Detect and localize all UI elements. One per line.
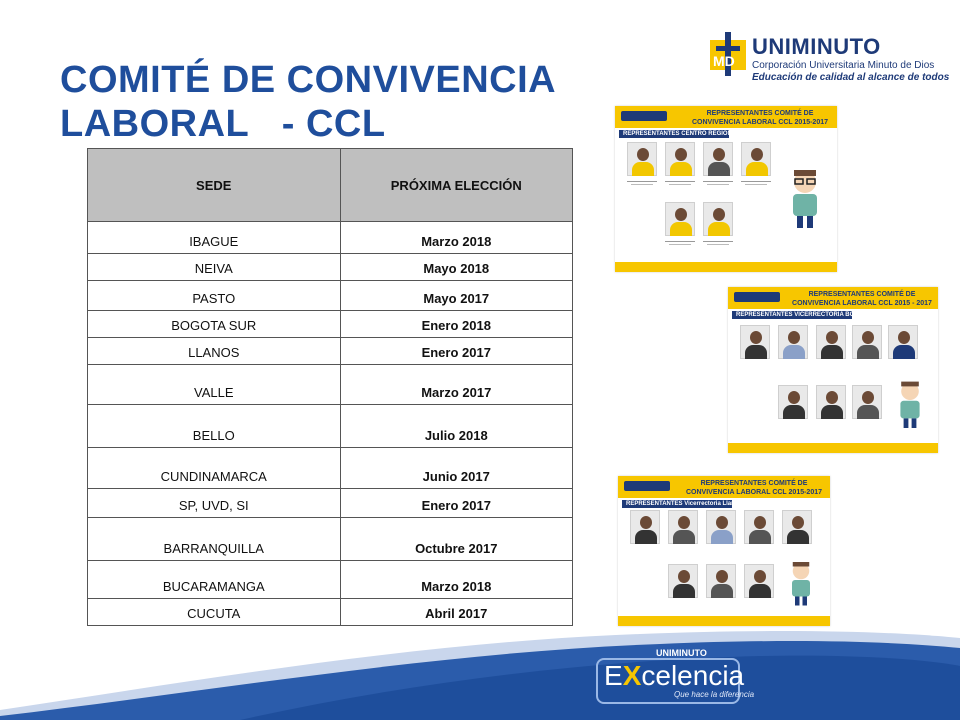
sede-cell: SP, UVD, SI xyxy=(88,489,341,518)
excelencia-x: X xyxy=(622,660,642,691)
sede-cell: CUCUTA xyxy=(88,599,341,626)
table-row xyxy=(88,311,573,338)
fecha-cell: Marzo 2018 xyxy=(340,561,572,599)
header-proxima-eleccion: PRÓXIMA ELECCIÓN xyxy=(340,149,572,222)
sede-cell: BARRANQUILLA xyxy=(88,518,341,561)
person-photo xyxy=(816,385,846,419)
fecha-cell: Enero 2018 xyxy=(340,311,572,338)
person-photo xyxy=(665,202,695,236)
person-photo xyxy=(706,564,736,598)
uniminuto-logo xyxy=(708,30,950,83)
sede-cell: NEIVA xyxy=(88,254,341,281)
fecha-cell: Mayo 2018 xyxy=(340,254,572,281)
fecha-cell: Julio 2018 xyxy=(340,405,572,448)
poster-title: REPRESENTANTES COMITÉ DE CONVIVENCIA LABORAL CCL 2015-2017 xyxy=(685,480,823,496)
table-row xyxy=(88,518,573,561)
poster-title: REPRESENTANTES COMITÉ DE CONVIVENCIA LABORAL CCL 2015 - 2017 xyxy=(792,291,932,307)
excelencia-logo xyxy=(596,648,755,708)
logo-brand: UNIMINUTO xyxy=(752,34,881,59)
person-photo xyxy=(703,142,733,176)
sede-cell: PASTO xyxy=(88,281,341,311)
person-photo xyxy=(852,385,882,419)
person-caption xyxy=(699,240,737,246)
person-photo xyxy=(782,510,812,544)
poster-section: REPRESENTANTES CENTRO REGIONAL PASTO xyxy=(619,130,729,138)
header-sede: SEDE xyxy=(88,149,341,222)
sede-cell: BELLO xyxy=(88,405,341,448)
mascot-icon xyxy=(786,560,816,606)
person-caption xyxy=(699,180,737,186)
person-photo xyxy=(740,325,770,359)
person-photo xyxy=(703,202,733,236)
person-photo xyxy=(741,142,771,176)
person-photo xyxy=(778,385,808,419)
fecha-cell: Enero 2017 xyxy=(340,489,572,518)
person-photo xyxy=(888,325,918,359)
uniminuto-mini-logo xyxy=(734,292,780,302)
sede-cell: IBAGUE xyxy=(88,222,341,254)
table-row xyxy=(88,448,573,489)
table-row xyxy=(88,281,573,311)
page-title xyxy=(60,58,556,146)
sede-cell: LLANOS xyxy=(88,338,341,365)
poster-title: REPRESENTANTES COMITÉ DE CONVIVENCIA LABORAL CCL 2015-2017 xyxy=(691,110,829,126)
table-header-row xyxy=(88,149,573,222)
person-caption xyxy=(623,180,661,186)
logo-tagline: Educación de calidad al alcance de todos xyxy=(752,72,950,83)
sede-cell: CUNDINAMARCA xyxy=(88,448,341,489)
poster-footer-bar xyxy=(615,262,837,272)
title-line-2: LABORAL - CCL xyxy=(60,103,386,145)
title-line-1: COMITÉ DE CONVIVENCIA xyxy=(60,59,557,101)
fecha-cell: Octubre 2017 xyxy=(340,518,572,561)
fecha-cell: Mayo 2017 xyxy=(340,281,572,311)
person-photo xyxy=(852,325,882,359)
table-row xyxy=(88,405,573,448)
logo-subtitle: Corporación Universitaria Minuto de Dios xyxy=(752,60,935,71)
excelencia-word xyxy=(604,660,744,692)
uniminuto-mini-logo xyxy=(624,481,670,491)
table-row xyxy=(88,489,573,518)
person-caption xyxy=(661,240,699,246)
fecha-cell: Junio 2017 xyxy=(340,448,572,489)
poster-bogota-sur xyxy=(728,287,938,453)
footer-wave xyxy=(0,620,960,720)
svg-text:MD: MD xyxy=(713,53,735,69)
person-photo xyxy=(630,510,660,544)
table-row xyxy=(88,365,573,405)
sede-cell: VALLE xyxy=(88,365,341,405)
uniminuto-mini-logo xyxy=(621,111,667,121)
fecha-cell: Marzo 2017 xyxy=(340,365,572,405)
person-photo xyxy=(744,510,774,544)
table-row xyxy=(88,254,573,281)
person-photo xyxy=(668,564,698,598)
poster-section: REPRESENTANTES VICERRECTORIA BOGOTA SUR xyxy=(732,311,852,319)
excelencia-rest: celencia xyxy=(641,660,745,691)
person-photo xyxy=(816,325,846,359)
sede-cell: BUCARAMANGA xyxy=(88,561,341,599)
person-photo xyxy=(706,510,736,544)
footer-brand: UNIMINUTO xyxy=(656,648,707,658)
table-row xyxy=(88,338,573,365)
elections-table xyxy=(87,148,573,626)
poster-footer-bar xyxy=(728,443,938,453)
person-photo xyxy=(778,325,808,359)
excelencia-e: E xyxy=(604,660,623,691)
person-caption xyxy=(737,180,775,186)
mascot-icon xyxy=(785,168,825,228)
person-photo xyxy=(665,142,695,176)
poster-section: REPRESENTANTES Vicerrectoria Llanos xyxy=(622,500,732,508)
person-photo xyxy=(627,142,657,176)
fecha-cell: Abril 2017 xyxy=(340,599,572,626)
poster-llanos xyxy=(618,476,830,626)
mascot-icon xyxy=(894,379,926,429)
person-caption xyxy=(661,180,699,186)
excelencia-tagline: Que hace la diferencia xyxy=(674,690,755,699)
fecha-cell: Enero 2017 xyxy=(340,338,572,365)
poster-pasto xyxy=(615,106,837,272)
table-row xyxy=(88,222,573,254)
fecha-cell: Marzo 2018 xyxy=(340,222,572,254)
md-logo-icon xyxy=(708,32,748,76)
sede-cell: BOGOTA SUR xyxy=(88,311,341,338)
person-photo xyxy=(668,510,698,544)
person-photo xyxy=(744,564,774,598)
table-row xyxy=(88,561,573,599)
